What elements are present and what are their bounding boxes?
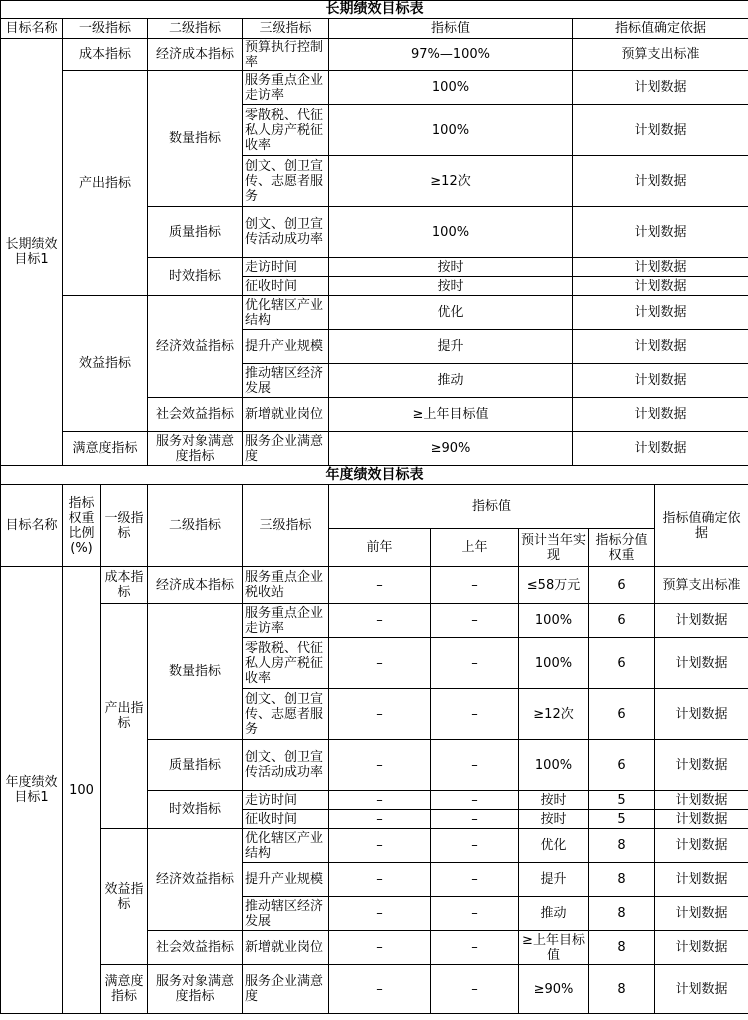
level1-output: 产出指标	[63, 71, 148, 296]
expected-cell: 优化	[519, 829, 589, 863]
level2-service-satisfaction: 服务对象满意度指标	[148, 965, 243, 1014]
basis-cell: 计划数据	[573, 277, 748, 296]
level3-cell: 征收时间	[243, 810, 329, 829]
level2-quality: 质量指标	[148, 207, 243, 258]
header-prev2: 前年	[329, 529, 431, 567]
level3-cell: 预算执行控制率	[243, 39, 329, 71]
level3-cell: 服务企业满意度	[243, 432, 329, 466]
score-cell: 8	[589, 863, 655, 897]
prev2-cell: –	[329, 897, 431, 931]
table-title: 长期绩效目标表	[1, 1, 748, 19]
prev1-cell: –	[431, 604, 519, 638]
basis-cell: 计划数据	[573, 296, 748, 330]
basis-cell: 计划数据	[655, 863, 748, 897]
table-title: 年度绩效目标表	[1, 466, 748, 485]
level3-cell: 服务企业满意度	[243, 965, 329, 1014]
level2-service-satisfaction: 服务对象满意度指标	[148, 432, 243, 466]
score-cell: 6	[589, 638, 655, 689]
header-level1: 一级指标	[101, 485, 148, 567]
header-target-name: 目标名称	[1, 19, 63, 39]
level2-quality: 质量指标	[148, 740, 243, 791]
level3-cell: 优化辖区产业结构	[243, 829, 329, 863]
level3-cell: 走访时间	[243, 791, 329, 810]
prev1-cell: –	[431, 791, 519, 810]
level1-benefit: 效益指标	[101, 829, 148, 965]
level3-cell: 优化辖区产业结构	[243, 296, 329, 330]
level3-cell: 零散税、代征私人房产税征收率	[243, 105, 329, 156]
level2-timeliness: 时效指标	[148, 791, 243, 829]
value-cell: 按时	[329, 277, 573, 296]
prev1-cell: –	[431, 689, 519, 740]
prev2-cell: –	[329, 791, 431, 810]
level2-economic-cost: 经济成本指标	[148, 567, 243, 604]
level2-economic-benefit: 经济效益指标	[148, 829, 243, 931]
level2-economic-benefit: 经济效益指标	[148, 296, 243, 398]
header-value: 指标值	[329, 19, 573, 39]
value-cell: 100%	[329, 105, 573, 156]
prev2-cell: –	[329, 740, 431, 791]
basis-cell: 计划数据	[655, 689, 748, 740]
prev1-cell: –	[431, 829, 519, 863]
header-level3: 三级指标	[243, 485, 329, 567]
level3-cell: 走访时间	[243, 258, 329, 277]
level3-cell: 提升产业规模	[243, 863, 329, 897]
level1-cost: 成本指标	[101, 567, 148, 604]
prev2-cell: –	[329, 863, 431, 897]
level2-social-benefit: 社会效益指标	[148, 398, 243, 432]
header-level1: 一级指标	[63, 19, 148, 39]
basis-cell: 计划数据	[655, 810, 748, 829]
expected-cell: ≥90%	[519, 965, 589, 1014]
value-cell: 100%	[329, 71, 573, 105]
level3-cell: 服务重点企业走访率	[243, 71, 329, 105]
prev2-cell: –	[329, 829, 431, 863]
value-cell: ≥90%	[329, 432, 573, 466]
header-score: 指标分值权重	[589, 529, 655, 567]
score-cell: 8	[589, 931, 655, 965]
basis-cell: 计划数据	[573, 330, 748, 364]
level2-economic-cost: 经济成本指标	[148, 39, 243, 71]
prev1-cell: –	[431, 810, 519, 829]
prev2-cell: –	[329, 810, 431, 829]
score-cell: 8	[589, 829, 655, 863]
basis-cell: 计划数据	[573, 105, 748, 156]
basis-cell: 计划数据	[573, 71, 748, 105]
expected-cell: 按时	[519, 810, 589, 829]
header-basis: 指标值确定依据	[573, 19, 748, 39]
basis-cell: 计划数据	[573, 258, 748, 277]
basis-cell: 计划数据	[573, 398, 748, 432]
basis-cell: 计划数据	[655, 897, 748, 931]
level3-cell: 创文、创卫宣传、志愿者服务	[243, 156, 329, 207]
score-cell: 5	[589, 810, 655, 829]
basis-cell: 计划数据	[573, 207, 748, 258]
header-target-name: 目标名称	[1, 485, 63, 567]
level3-cell: 服务重点企业税收站	[243, 567, 329, 604]
header-basis: 指标值确定依据	[655, 485, 748, 567]
prev2-cell: –	[329, 604, 431, 638]
value-cell: ≥上年目标值	[329, 398, 573, 432]
expected-cell: ≥上年目标值	[519, 931, 589, 965]
level1-cost: 成本指标	[63, 39, 148, 71]
prev2-cell: –	[329, 638, 431, 689]
level1-satisfaction: 满意度指标	[101, 965, 148, 1014]
level3-cell: 提升产业规模	[243, 330, 329, 364]
prev1-cell: –	[431, 638, 519, 689]
weight-value: 100	[63, 567, 101, 1014]
basis-cell: 计划数据	[655, 740, 748, 791]
expected-cell: 提升	[519, 863, 589, 897]
prev1-cell: –	[431, 897, 519, 931]
prev2-cell: –	[329, 965, 431, 1014]
level3-cell: 推动辖区经济发展	[243, 364, 329, 398]
header-value: 指标值	[329, 485, 655, 529]
header-prev1: 上年	[431, 529, 519, 567]
expected-cell: 100%	[519, 604, 589, 638]
score-cell: 6	[589, 604, 655, 638]
value-cell: 100%	[329, 207, 573, 258]
level3-cell: 零散税、代征私人房产税征收率	[243, 638, 329, 689]
level3-cell: 征收时间	[243, 277, 329, 296]
annual-performance-table	[0, 465, 748, 1014]
value-cell: 推动	[329, 364, 573, 398]
expected-cell: ≥12次	[519, 689, 589, 740]
score-cell: 5	[589, 791, 655, 810]
basis-cell: 计划数据	[655, 638, 748, 689]
level2-timeliness: 时效指标	[148, 258, 243, 296]
prev2-cell: –	[329, 689, 431, 740]
header-weight: 指标权重比例(%)	[63, 485, 101, 567]
expected-cell: 按时	[519, 791, 589, 810]
prev1-cell: –	[431, 965, 519, 1014]
level3-cell: 创文、创卫宣传、志愿者服务	[243, 689, 329, 740]
basis-cell: 计划数据	[573, 364, 748, 398]
value-cell: 优化	[329, 296, 573, 330]
basis-cell: 计划数据	[655, 791, 748, 810]
value-cell: 按时	[329, 258, 573, 277]
prev1-cell: –	[431, 863, 519, 897]
target-name: 年度绩效目标1	[1, 567, 63, 1014]
long-term-performance-table	[0, 0, 748, 466]
level1-benefit: 效益指标	[63, 296, 148, 432]
basis-cell: 计划数据	[655, 829, 748, 863]
prev1-cell: –	[431, 567, 519, 604]
prev1-cell: –	[431, 931, 519, 965]
level3-cell: 新增就业岗位	[243, 398, 329, 432]
score-cell: 6	[589, 567, 655, 604]
basis-cell: 预算支出标准	[655, 567, 748, 604]
value-cell: 提升	[329, 330, 573, 364]
target-name: 长期绩效目标1	[1, 39, 63, 466]
expected-cell: 100%	[519, 638, 589, 689]
prev2-cell: –	[329, 567, 431, 604]
header-level2: 二级指标	[148, 19, 243, 39]
level3-cell: 服务重点企业走访率	[243, 604, 329, 638]
level2-social-benefit: 社会效益指标	[148, 931, 243, 965]
header-level3: 三级指标	[243, 19, 329, 39]
level3-cell: 新增就业岗位	[243, 931, 329, 965]
level1-output: 产出指标	[101, 604, 148, 829]
prev1-cell: –	[431, 740, 519, 791]
prev2-cell: –	[329, 931, 431, 965]
basis-cell: 计划数据	[573, 432, 748, 466]
level2-quantity: 数量指标	[148, 71, 243, 207]
level1-satisfaction: 满意度指标	[63, 432, 148, 466]
value-cell: 97%—100%	[329, 39, 573, 71]
basis-cell: 预算支出标准	[573, 39, 748, 71]
score-cell: 6	[589, 689, 655, 740]
expected-cell: 100%	[519, 740, 589, 791]
basis-cell: 计划数据	[573, 156, 748, 207]
header-expected: 预计当年实现	[519, 529, 589, 567]
score-cell: 8	[589, 897, 655, 931]
basis-cell: 计划数据	[655, 604, 748, 638]
basis-cell: 计划数据	[655, 965, 748, 1014]
header-level2: 二级指标	[148, 485, 243, 567]
level3-cell: 创文、创卫宣传活动成功率	[243, 207, 329, 258]
score-cell: 6	[589, 740, 655, 791]
value-cell: ≥12次	[329, 156, 573, 207]
expected-cell: ≤58万元	[519, 567, 589, 604]
level3-cell: 创文、创卫宣传活动成功率	[243, 740, 329, 791]
expected-cell: 推动	[519, 897, 589, 931]
level3-cell: 推动辖区经济发展	[243, 897, 329, 931]
basis-cell: 计划数据	[655, 931, 748, 965]
score-cell: 8	[589, 965, 655, 1014]
level2-quantity: 数量指标	[148, 604, 243, 740]
